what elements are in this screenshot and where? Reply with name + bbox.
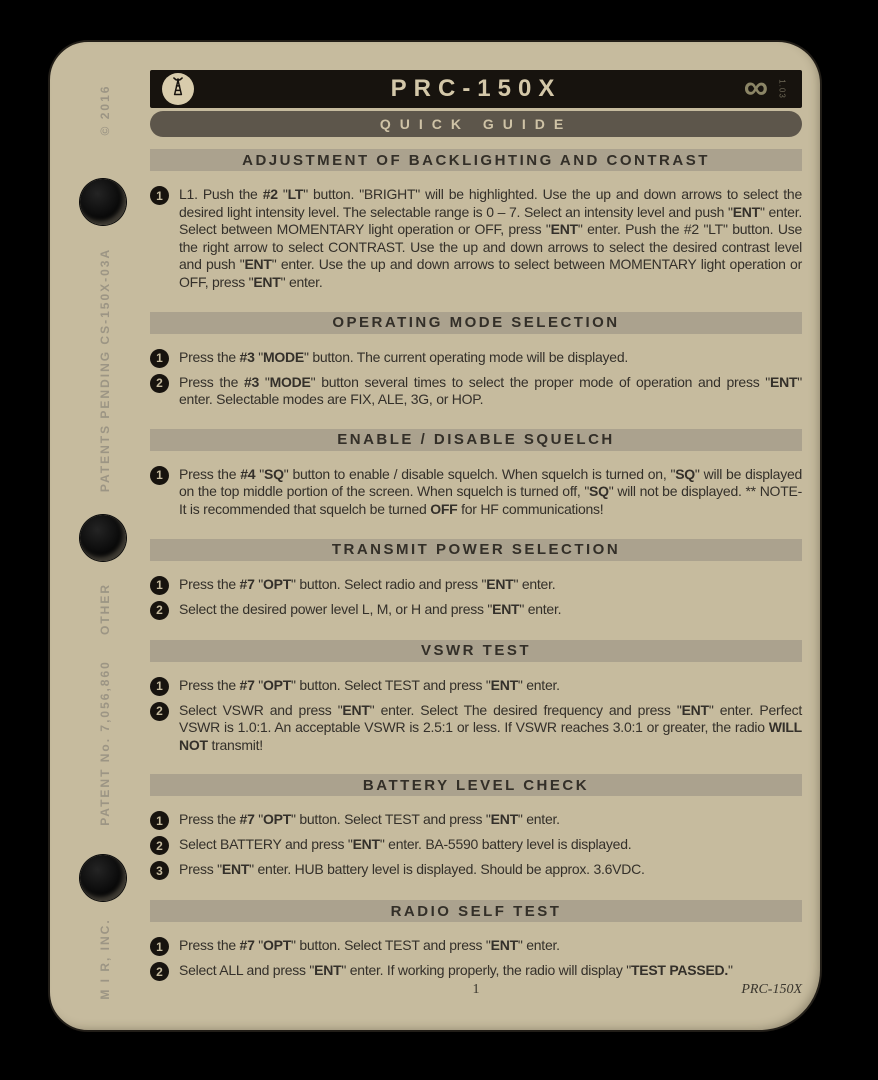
- step-number-badge: 1: [150, 576, 169, 595]
- step-item: [150, 576, 802, 595]
- step-number-badge: 2: [150, 601, 169, 620]
- margin-patent-number: PATENT No. 7,056,860: [98, 660, 112, 826]
- step-text: L1. Push the #2 "LT" button. "BRIGHT" will be highlighted. Use the up and down arrows to select the desired light intensity level. The selectable range is 0 – 7. Select an intensity level and push "ENT" enter. Select between MOMENTARY light operation or OFF, press "ENT" enter. Push the #2 "LT" button. Use the right arrow to select CONTRAST. Use the up and down arrows to select the desired contrast level and push "ENT" enter. Use the up and down arrows to select between MOMENTARY light operation or OFF, press "ENT" enter.: [179, 186, 803, 290]
- section-steps: [150, 349, 802, 409]
- section-steps: [150, 677, 802, 755]
- section-header: OPERATING MODE SELECTION: [150, 312, 802, 334]
- step-item: [150, 466, 802, 519]
- binder-hole: [80, 855, 126, 901]
- margin-patents-pending: PATENTS PENDING CS-150X-03A: [98, 247, 112, 493]
- step-item: [150, 962, 802, 981]
- step-item: [150, 811, 802, 830]
- section-steps: [150, 186, 802, 292]
- step-text: Press the #7 "OPT" button. Select radio and press "ENT" enter.: [179, 575, 556, 592]
- step-item: [150, 937, 802, 956]
- step-number-badge: 1: [150, 937, 169, 956]
- step-text: Press the #7 "OPT" button. Select TEST and press "ENT" enter.: [179, 676, 560, 693]
- page-footer: [150, 982, 802, 1000]
- binder-hole: [80, 515, 126, 561]
- section-steps: [150, 937, 802, 981]
- step-item: [150, 677, 802, 696]
- step-number-badge: 2: [150, 702, 169, 721]
- document-reference: PRC-150X: [741, 982, 802, 997]
- guide-card: [48, 40, 822, 1032]
- step-number-badge: 1: [150, 677, 169, 696]
- step-item: [150, 601, 802, 620]
- version-label: 1.03: [777, 79, 787, 99]
- step-text: Press the #4 "SQ" button to enable / disable squelch. When squelch is turned on, "SQ" will be displayed on the top middle portion of the screen. When squelch is turned off, "SQ" will not be displayed. ** NOTE- It is recommended that squelch be turned OFF for HF communications!: [179, 465, 803, 517]
- step-item: [150, 349, 802, 368]
- step-text: Select BATTERY and press "ENT" enter. BA-5590 battery level is displayed.: [179, 836, 632, 853]
- step-number-badge: 2: [150, 962, 169, 981]
- margin-company: M I R, INC.: [98, 918, 112, 1000]
- guide-content: [150, 70, 802, 981]
- step-number-badge: 2: [150, 374, 169, 393]
- step-item: [150, 861, 802, 880]
- subtitle-pill: QUICK GUIDE: [150, 111, 802, 137]
- step-item: [150, 702, 802, 755]
- page-number: 1: [472, 982, 480, 997]
- margin-copyright: © 2016: [98, 84, 112, 136]
- step-text: Select ALL and press "ENT" enter. If working properly, the radio will display "TEST PASSED.": [179, 962, 733, 979]
- section-header: VSWR TEST: [150, 640, 802, 662]
- step-text: Press the #7 "OPT" button. Select TEST and press "ENT" enter.: [179, 811, 560, 828]
- binder-hole: [80, 179, 126, 225]
- section-header: TRANSMIT POWER SELECTION: [150, 539, 802, 561]
- step-text: Press the #7 "OPT" button. Select TEST and press "ENT" enter.: [179, 937, 560, 954]
- step-item: [150, 186, 802, 292]
- step-text: Press the #3 "MODE" button. The current operating mode will be displayed.: [179, 348, 629, 365]
- step-number-badge: 1: [150, 349, 169, 368]
- section-header: ADJUSTMENT OF BACKLIGHTING AND CONTRAST: [150, 149, 802, 171]
- header-bar: [150, 70, 802, 108]
- step-number-badge: 1: [150, 466, 169, 485]
- section-steps: [150, 576, 802, 620]
- step-text: Press "ENT" enter. HUB battery level is displayed. Should be approx. 3.6VDC.: [179, 861, 645, 878]
- margin-other: OTHER: [98, 583, 112, 635]
- step-number-badge: 2: [150, 836, 169, 855]
- infinity-icon: ∞: [743, 68, 768, 107]
- step-text: Select the desired power level L, M, or H and press "ENT" enter.: [179, 600, 562, 617]
- section-header: RADIO SELF TEST: [150, 900, 802, 922]
- step-item: [150, 836, 802, 855]
- section-header: BATTERY LEVEL CHECK: [150, 774, 802, 796]
- step-number-badge: 3: [150, 861, 169, 880]
- step-text: Press the #3 "MODE" button several times to select the proper mode of operation and press "ENT" enter. Selectable modes are FIX, ALE, 3G, or HOP.: [179, 373, 803, 408]
- step-number-badge: 1: [150, 811, 169, 830]
- section-steps: [150, 811, 802, 880]
- page-title: PRC-150X: [390, 75, 562, 102]
- step-number-badge: 1: [150, 186, 169, 205]
- section-steps: [150, 466, 802, 519]
- step-text: Select VSWR and press "ENT" enter. Select The desired frequency and press "ENT" enter. Perfect VSWR is 1.0:1. An acceptable VSWR is 2.5:1 or less. If VSWR reaches 3.0:1 or greater, the radio WILL NOT transmit!: [179, 701, 803, 753]
- section-header: ENABLE / DISABLE SQUELCH: [150, 429, 802, 451]
- step-item: [150, 374, 802, 409]
